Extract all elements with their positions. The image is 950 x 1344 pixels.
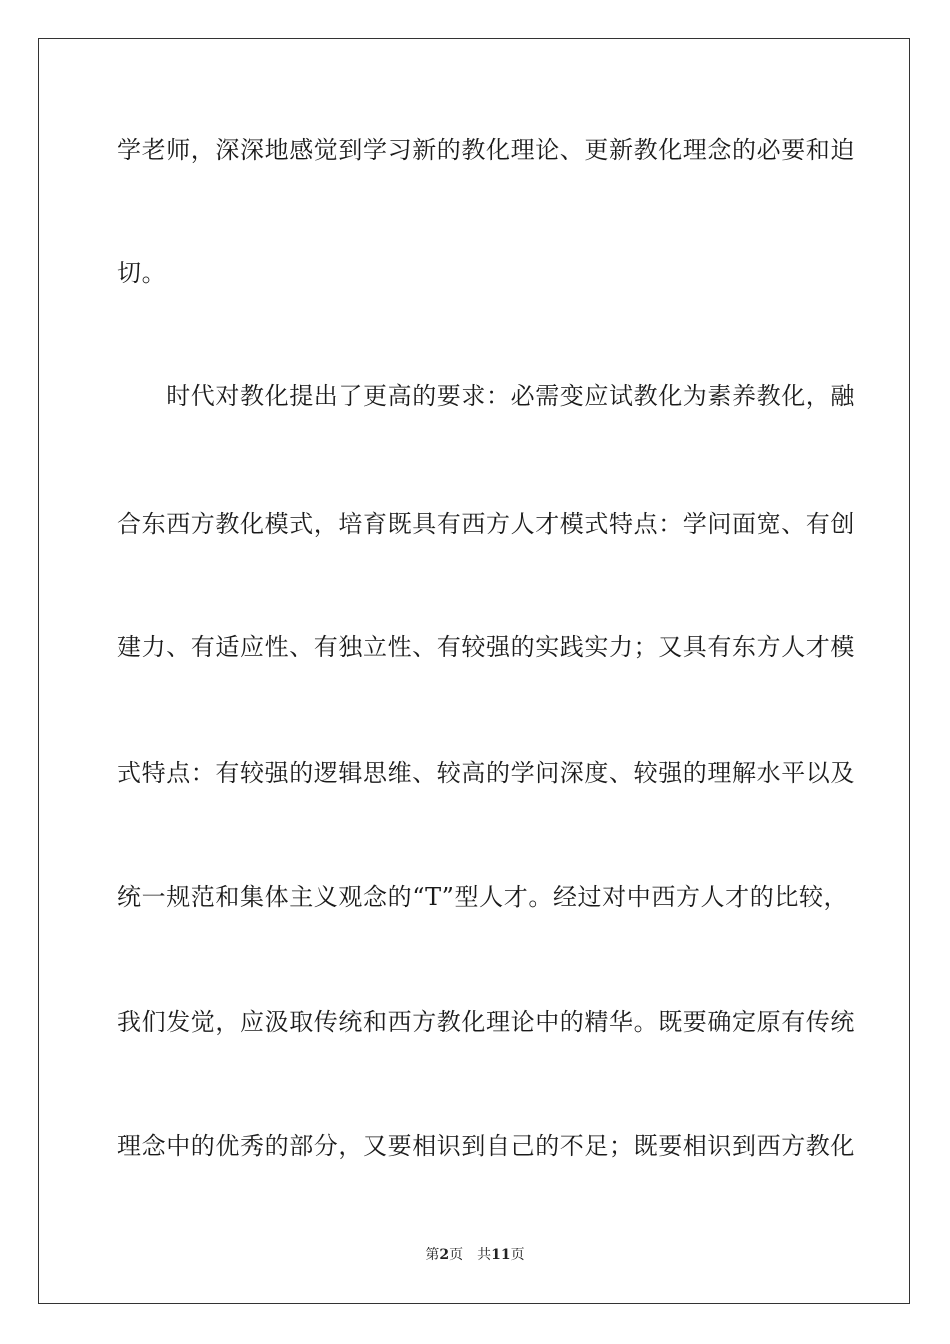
body-line-7: 统一规范和集体主义观念的“T”型人才。经过对中西方人才的比较， <box>117 883 849 911</box>
total-prefix: 共 <box>477 1247 492 1263</box>
page-number: 2 <box>439 1247 450 1263</box>
total-suffix: 页 <box>510 1247 525 1263</box>
page-suffix: 页 <box>449 1247 464 1263</box>
total-pages: 11 <box>491 1247 511 1263</box>
body-line-9: 理念中的优秀的部分，又要相识到自己的不足；既要相识到西方教化 <box>117 1132 855 1160</box>
body-line-8: 我们发觉，应汲取传统和西方教化理论中的精华。既要确定原有传统 <box>117 1008 855 1036</box>
body-line-4: 合东西方教化模式，培育既具有西方人才模式特点：学问面宽、有创 <box>117 510 855 538</box>
body-line-3: 时代对教化提出了更高的要求：必需变应试教化为素养教化，融 <box>117 382 855 410</box>
page-border <box>38 38 910 1304</box>
body-line-2: 切。 <box>117 259 167 287</box>
page-prefix: 第 <box>425 1247 440 1263</box>
body-line-1: 学老师，深深地感觉到学习新的教化理论、更新教化理念的必要和迫 <box>117 136 855 164</box>
body-line-6: 式特点：有较强的逻辑思维、较高的学问深度、较强的理解水平以及 <box>117 759 855 787</box>
body-line-5: 建力、有适应性、有独立性、有较强的实践实力；又具有东方人才模 <box>117 633 855 661</box>
page-footer <box>0 1246 950 1264</box>
